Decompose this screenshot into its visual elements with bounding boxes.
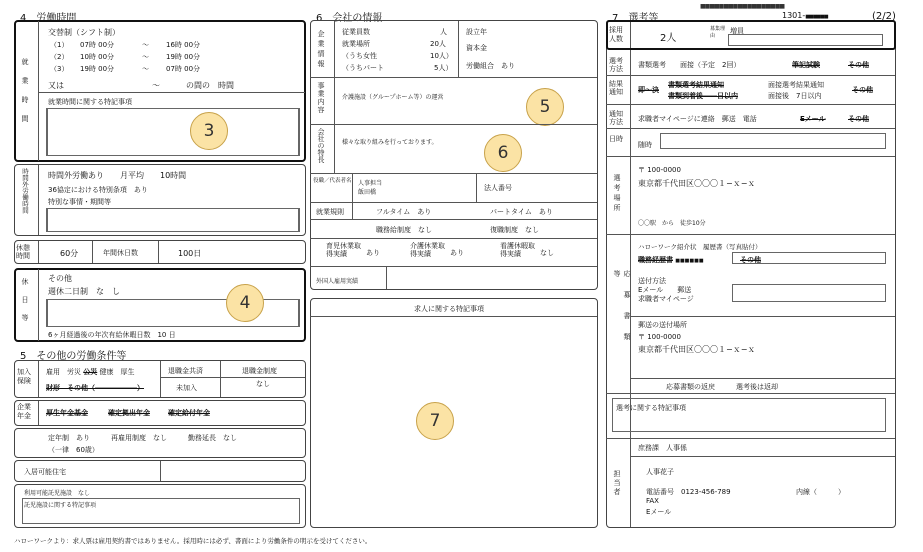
pension-strike-2: 確定拠出年金: [108, 409, 150, 417]
form-code: ■■■■■■■■■■■■■■■■■■: [700, 3, 785, 10]
form-number-mask: ■■■■■■: [805, 14, 828, 20]
selection-special-label: 選考に関する特記事項: [616, 404, 686, 412]
job-special-label: 求人に関する特記事項: [414, 305, 484, 313]
retirement-system-value: なし: [256, 380, 270, 388]
childcare-special-label: 託児施設に関する特記事項: [24, 502, 97, 509]
foreign-hiring-label: 外国人雇用実績: [316, 278, 359, 285]
date-field: [660, 133, 886, 149]
representative-line-2: 飯田橋: [358, 189, 377, 196]
reinstatement-system: 復職制度 なし: [490, 226, 539, 234]
pension-label: 企業年金: [17, 403, 31, 420]
result-interview-1: 面接選考結果通知: [768, 81, 824, 89]
shift-title: 交替制（シフト制）: [48, 28, 120, 37]
overtime-line-1: 時間外労働あり 月平均 10時間: [48, 171, 187, 180]
founded-label: 設立年: [466, 28, 487, 36]
send-method-label: 送付方法: [638, 277, 666, 285]
break-label: 休憩時間: [16, 244, 30, 260]
holiday-other: その他: [48, 274, 72, 283]
feature-label: 会社の特長: [317, 128, 325, 163]
insurance-line-1: 雇用 労災 公災 健康 厚生: [46, 368, 135, 376]
nursing-leave-label: 介護休業取得実績: [410, 242, 445, 258]
retirement-age-sub: （一律 60歳）: [48, 446, 99, 454]
send-email: Eメール 郵送: [638, 286, 692, 294]
work-hours-special-label: 就業時間に関する特記事項: [48, 98, 132, 106]
rules-label: 就業規則: [316, 208, 344, 216]
or-label: 又は: [48, 81, 64, 90]
recruit-reason-value: 増員: [730, 27, 744, 35]
business-value: 介護施設（グループホーム等）の運営: [342, 94, 444, 101]
retirement-age-line: 定年制 あり 再雇用制度 なし 勤務延長 なし: [48, 434, 237, 442]
send-place-label: 郵送の送付場所: [638, 321, 687, 329]
result-label: 結果通知: [609, 80, 623, 96]
contact-email: Eメール: [646, 508, 672, 516]
place-address: 東京都千代田区〇〇〇１−ｘ−ｘ: [638, 179, 756, 188]
place-zip: 〒 100-0000: [638, 166, 681, 174]
work-hours-label: 就業時間: [21, 58, 29, 134]
nursing-leave-value: あり: [450, 249, 464, 257]
send-other-field: [732, 284, 886, 302]
childcare-label: 利用可能託児施設 なし: [24, 490, 91, 497]
send-mypage: 求職者マイページ: [638, 295, 694, 303]
form-number-prefix: 1301-: [782, 11, 806, 20]
docs-strike-2: その他: [740, 256, 761, 264]
holidays-label: 休日等: [21, 278, 29, 332]
notice-value: 求職者マイページに連絡 郵送 電話: [638, 115, 757, 123]
hiring-count-label: 採用人数: [609, 26, 623, 43]
notice-strike-1: Eメール: [800, 115, 826, 123]
parttime-value: 5人）: [434, 64, 453, 72]
shift-row: （1） 07時 00分 〜 16時 00分: [50, 41, 201, 49]
result-strike-3: 書類到着後――日以内: [668, 92, 738, 100]
employees-label: 従業員数: [342, 28, 370, 36]
rules-fulltime: フルタイム あり: [376, 208, 432, 216]
docs-line-1: ハローワーク紹介状 履歴書（写真貼付）: [638, 243, 762, 251]
housing-label: 入居可能住宅: [24, 468, 66, 476]
sick-child-leave-value: なし: [540, 249, 554, 257]
result-strike-1: 即〜決: [638, 86, 659, 94]
break-value: 60分: [60, 249, 79, 258]
holiday-weekly: 週休二日制 な し: [48, 287, 120, 296]
section-7-title: 7 選考等: [612, 13, 659, 24]
workplace-label: 就業場所: [342, 40, 370, 48]
marker-6: 6: [484, 134, 522, 172]
job-special-box: [310, 298, 598, 528]
union-label: 労働組合 あり: [466, 62, 515, 70]
or-wave: 〜: [152, 81, 160, 90]
marker-5: 5: [526, 88, 564, 126]
sick-child-leave-label: 看護休暇取得実績: [500, 242, 535, 258]
contact-tel: 電話番号 0123-456-789: [646, 488, 731, 496]
method-strike-1: 筆記試験: [792, 61, 820, 69]
childcare-leave-label: 育児休業取得実績: [326, 242, 361, 258]
business-label: 事業内容: [317, 82, 325, 114]
contact-name: 人事花子: [646, 468, 674, 476]
contact-label: 担当者: [613, 470, 621, 497]
job-pay-system: 職務給制度 なし: [376, 226, 432, 234]
hiring-count-value: 2人: [660, 33, 677, 44]
method-strike-2: その他: [848, 61, 869, 69]
retirement-mutual-value: 未加入: [176, 384, 197, 392]
result-strike-2: 書類選考結果通知: [668, 81, 724, 89]
company-info-label: 企業情報: [317, 30, 325, 70]
result-strike-4: その他: [852, 86, 873, 94]
annual-holidays-label: 年間休日数: [103, 249, 138, 257]
work-hours-special-field: [46, 108, 300, 156]
retirement-mutual-label: 退職金共済: [168, 367, 203, 375]
overtime-label: 時間外労働時間: [21, 168, 29, 214]
overtime-line-2: 36協定における特別条項 あり: [48, 186, 148, 194]
capital-label: 資本金: [466, 44, 487, 52]
method-label: 選考方法: [609, 57, 623, 73]
insurance-line-2: 財形 その他（――――――）: [46, 384, 144, 392]
holiday-annual-leave: 6ヶ月経過後の年次有給休暇日数 10 日: [48, 331, 176, 339]
recruit-reason-label: 募集理由: [710, 26, 726, 39]
form-number: [782, 11, 828, 20]
pension-strike-1: 厚生年金基金: [46, 409, 88, 417]
section-5-title: 5 その他の労働条件等: [20, 351, 127, 362]
representative-line-1: 人事担当: [358, 180, 383, 187]
shift-list: [50, 40, 250, 76]
female-label: （うち女性: [342, 52, 377, 60]
annual-holidays-value: 100日: [178, 249, 202, 258]
shift-row: （3） 19時 00分 〜 07時 00分: [50, 65, 201, 73]
footer-note: ハローワークより：求人票は雇用契約書ではありません。採用時には必ず、書面により労働条件の明示を受けてください。: [14, 537, 372, 545]
insurance-label: 加入保険: [17, 368, 31, 385]
pension-strike-3: 確定給付年金: [168, 409, 210, 417]
notice-strike-2: その他: [848, 115, 869, 123]
method-value: 書類選考 面接（予定 2回）: [638, 61, 741, 69]
docs-line-2: 職務経歴書 ■■■■■■: [638, 256, 704, 264]
docs-label: 応募書類等: [613, 270, 631, 354]
retirement-system-label: 退職金制度: [242, 367, 277, 375]
childcare-special-field: [22, 498, 300, 524]
or-between: の間の 時間: [186, 81, 234, 90]
contact-dept: 庶務課 人事係: [638, 444, 687, 452]
page-indicator: (2/2): [872, 11, 896, 22]
corp-number-label: 法人番号: [484, 184, 512, 192]
section-4-title: 4 労働時間: [20, 13, 77, 24]
marker-4: 4: [226, 284, 264, 322]
result-interview-2: 面接後 7日以内: [768, 92, 822, 100]
send-address: 東京都千代田区〇〇〇１−ｘ−ｘ: [638, 345, 756, 354]
date-value: 随時: [638, 141, 652, 149]
contact-fax: FAX: [646, 497, 659, 505]
break-box: [14, 240, 306, 264]
overtime-field: [46, 208, 300, 232]
representative-label: 役職／代表者名: [313, 178, 352, 184]
marker-7: 7: [416, 402, 454, 440]
rules-parttime: パートタイム あり: [490, 208, 553, 216]
section-6-title: 6 会社の情報: [316, 13, 383, 24]
feature-value: 様々な取り組みを行っております。: [342, 139, 438, 146]
send-zip: 〒 100-0000: [638, 333, 681, 341]
female-value: 10人）: [430, 52, 453, 60]
workplace-value: 20人: [430, 40, 446, 48]
shift-row: （2） 10時 00分 〜 19時 00分: [50, 53, 201, 61]
parttime-label: （うちパート: [342, 64, 384, 72]
childcare-leave-value: あり: [366, 249, 380, 257]
overtime-line-3: 特別な事情・期間等: [48, 198, 111, 206]
contact-extension: 内線（ ）: [796, 488, 845, 496]
notice-label: 通知方法: [609, 110, 623, 126]
marker-3: 3: [190, 112, 228, 150]
employees-unit: 人: [440, 28, 447, 36]
recruit-reason-field: [728, 34, 883, 46]
place-label: 選考場所: [613, 174, 621, 214]
return-line: 応募書類の返戻 選考後は返却: [666, 383, 778, 391]
date-label: 日時: [609, 135, 623, 143]
place-access: 〇〇駅 から 徒歩10分: [638, 220, 706, 227]
